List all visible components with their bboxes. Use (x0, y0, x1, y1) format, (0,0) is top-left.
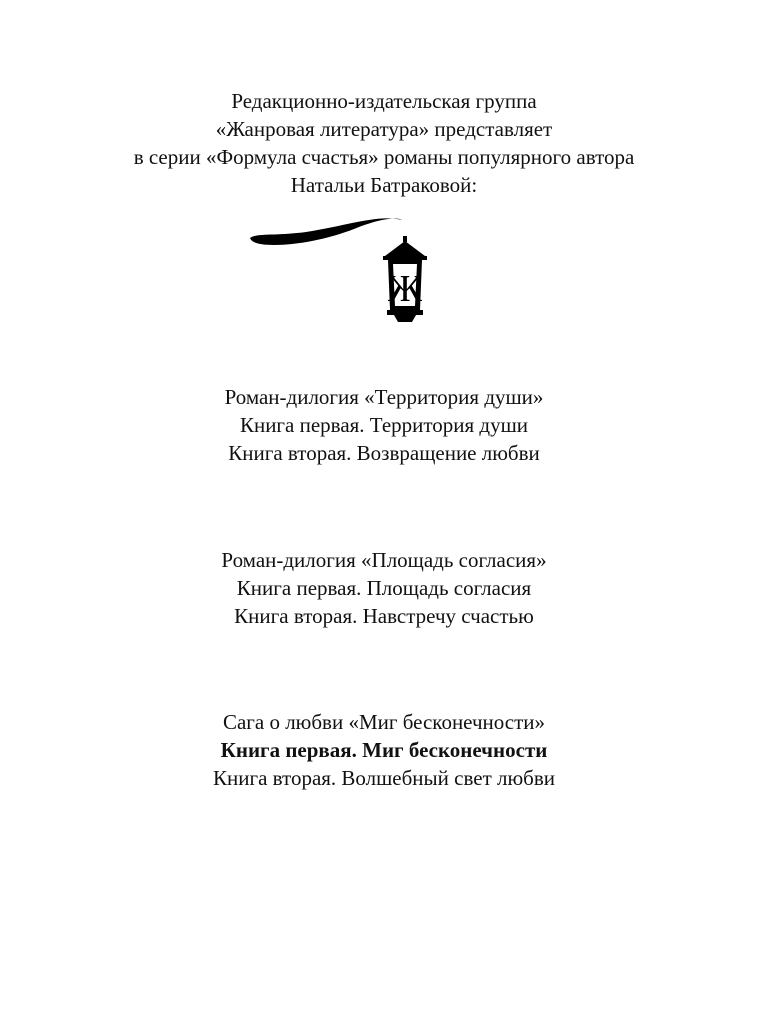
series-3-book-1-current: Книга первая. Миг бесконечности (220, 738, 548, 762)
series-1-title: Роман-дилогия «Территория души» (224, 385, 544, 409)
series-1-book-1: Книга первая. Территория души (239, 413, 529, 437)
series-2-book-2: Книга вторая. Навстречу счастью (234, 604, 534, 628)
series-2-book-1: Книга первая. Площадь согласия (236, 576, 532, 600)
intro-line-publisher: Редакционно-издательская группа (231, 89, 537, 113)
series-3-book-2: Книга вторая. Волшебный свет любви (212, 766, 556, 790)
series-3-title: Сага о любви «Миг бесконечности» (222, 710, 546, 734)
swoosh-stroke (250, 218, 402, 245)
publisher-lantern-logo (248, 212, 448, 324)
series-2-title: Роман-дилогия «Площадь согласия» (221, 548, 547, 572)
logo-letter: Ж (387, 268, 423, 310)
intro-line-author: Натальи Батраковой: (290, 173, 478, 197)
lantern-icon (383, 236, 427, 322)
series-1-book-2: Книга вторая. Возвращение любви (228, 441, 540, 465)
intro-line-series: в серии «Формула счастья» романы популярного автора (133, 145, 635, 169)
intro-line-imprint: «Жанровая литература» представляет (215, 117, 553, 141)
